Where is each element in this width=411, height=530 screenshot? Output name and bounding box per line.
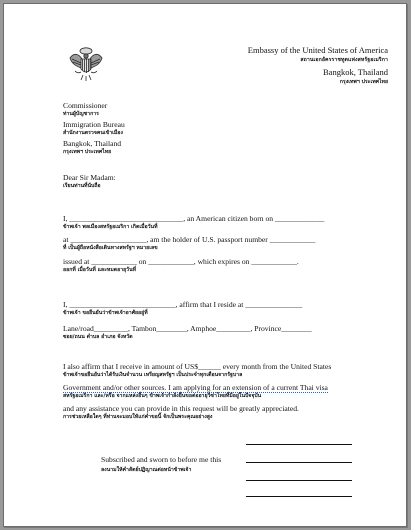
addressee-city-thai: กรุงเทพฯ ประเทศไทย: [63, 149, 112, 155]
great-seal-eagle-emblem: [66, 44, 106, 84]
oath-text: Subscribed and sworn to before me this: [101, 455, 222, 464]
embassy-city-thai: กรุงเทพฯ ประเทศไทย: [339, 79, 388, 85]
para3-line1-thai: ข้าพเจ้าขอยืนยันว่าได้รับเงินจำนวน เหรียญสหรัฐฯ เป็นประจำทุกเดือนจากรัฐบาล: [63, 372, 243, 378]
document-page: [3, 3, 407, 527]
para2-line1-thai: ข้าพเจ้า ขอยืนยันว่าข้าพเจ้าอาศัยอยู่ที่: [63, 310, 148, 316]
para1-line1-thai: ข้าพเจ้า พลเมืองสหรัฐอเมริกา เกิดเมื่อวันที่: [63, 224, 158, 230]
notary-signature-line: [246, 462, 352, 463]
embassy-name-thai: สถานเอกอัครราชทูตแห่งสหรัฐอเมริกา: [300, 57, 388, 63]
para1-line2: at ____________________, am the holder of U.S. passport number ____________: [63, 235, 316, 244]
para3-line3-thai: การช่วยเหลือใดๆ ที่ท่านจะมอบให้แก่คำขอนี้ จักเป็นพระคุณอย่างสูง: [63, 414, 213, 420]
para3-line3: and any assistance you can provide in this request will be greatly appreciated.: [63, 404, 299, 413]
date-line: [246, 480, 352, 481]
para1-line3-thai: ออกที่ เมื่อวันที่ และหมดอายุวันที่: [63, 267, 137, 273]
signature-line: [246, 444, 352, 445]
seal-line: [246, 496, 352, 497]
greeting: Dear Sir Madam:: [63, 173, 116, 182]
para2-line2: Lane/road_________, Tambon________, Amphoe_________, Province________: [63, 324, 312, 333]
para1-line3: issued at ____________ on ____________, which expires on ____________.: [63, 257, 299, 266]
para2-line1: I, ____________________________, affirm that I reside at _______________: [63, 300, 303, 309]
para1-line2-thai: ที่ เป็นผู้ถือหนังสือเดินทางสหรัฐฯ หมายเลข: [63, 245, 158, 251]
para1-line1: I, ______________________________, an American citizen born on _____________: [63, 214, 325, 223]
addressee-title-thai: ท่านผู้บัญชาการ: [63, 111, 99, 117]
oath-text-thai: ลงนามให้คำสัตย์ปฏิญาณต่อหน้าข้าพเจ้า: [101, 467, 192, 473]
addressee-office: Immigration Bureau: [63, 120, 125, 129]
para2-line2-thai: ซอย/ถนน ตำบล อำเภอ จังหวัด: [63, 334, 133, 340]
embassy-name: Embassy of the United States of America: [247, 45, 388, 55]
para3-line2: Government and/or other sources. I am applying for an extension of a current Thai visa: [63, 383, 328, 392]
addressee-city: Bangkok, Thailand: [63, 139, 122, 148]
embassy-city: Bangkok, Thailand: [323, 67, 388, 77]
addressee-title: Commissioner: [63, 101, 108, 110]
para3-line1: I also affirm that I receive in amount of US$______ every month from the United States: [63, 362, 332, 371]
para3-line2-thai: สหรัฐอเมริกา และ/หรือ จากแหล่งอื่นๆ ข้าพเจ้ากำลังยื่นขอต่ออายุวีซ่าไทยที่มีอยู่ในปัจจุบัน: [63, 393, 262, 399]
addressee-office-thai: สำนักงานตรวจคนเข้าเมือง: [63, 130, 123, 136]
greeting-thai: เรียนท่านที่นับถือ: [63, 183, 101, 189]
